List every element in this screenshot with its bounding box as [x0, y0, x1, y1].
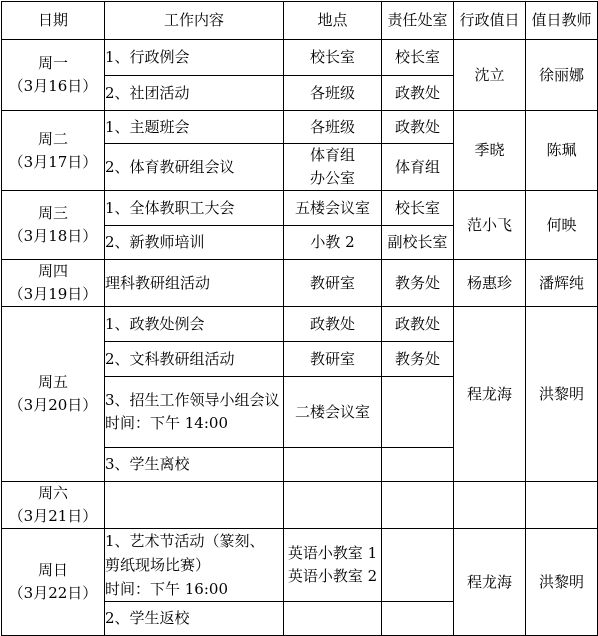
day-name: 周日: [37, 561, 68, 579]
teacher-duty-cell: 何映: [526, 191, 598, 260]
office-cell: 体育组: [382, 144, 454, 191]
day-cell-thursday: [2, 260, 105, 307]
teacher-duty-cell: 陈珮: [526, 111, 598, 191]
admin-duty-cell: 杨惠珍: [454, 260, 526, 307]
admin-duty-cell: 范小飞: [454, 191, 526, 260]
day-date: （3月21日）: [8, 507, 98, 525]
day-name: 周五: [37, 373, 68, 391]
teacher-duty-cell: 洪黎明: [526, 307, 598, 482]
day-name: 周一: [37, 54, 68, 72]
day-name: 周四: [37, 262, 68, 280]
office-cell: [382, 448, 454, 482]
location-cell: 校长室: [284, 40, 382, 76]
content-cell: 1、主题班会: [105, 111, 284, 144]
header-office: 责任处室: [382, 2, 454, 40]
teacher-duty-cell: 洪黎明: [526, 529, 598, 636]
content-cell: 2、文科教研组活动: [105, 342, 284, 377]
day-name: 周二: [37, 129, 68, 148]
location-cell: 英语小教室 1 英语小教室 2: [284, 529, 382, 602]
table-row: [2, 482, 598, 529]
content-cell: 3、学生离校: [105, 448, 284, 482]
location-cell: 小教 2: [284, 226, 382, 260]
location-cell: 各班级: [284, 111, 382, 144]
content-cell: 1、艺术节活动（篆刻、 剪纸现场比赛） 时间：下午 16:00: [105, 529, 284, 602]
header-row: [2, 2, 598, 40]
weekly-schedule-table: [1, 1, 598, 636]
content-cell: 2、新教师培训: [105, 226, 284, 260]
table-row: [2, 191, 598, 226]
admin-duty-cell: 季晓: [454, 111, 526, 191]
day-cell-wednesday: [2, 191, 105, 260]
table-row: [2, 260, 598, 307]
content-cell: 理科教研组活动: [105, 260, 284, 307]
content-cell: 3、招生工作领导小组会议 时间：下午 14:00: [105, 377, 284, 448]
location-cell: [284, 602, 382, 636]
office-cell: [382, 602, 454, 636]
day-name: 周六: [37, 484, 68, 502]
location-cell: 政教处: [284, 307, 382, 342]
location-cell: 五楼会议室: [284, 191, 382, 226]
office-cell: 政教处: [382, 76, 454, 111]
day-cell-friday: [2, 307, 105, 482]
teacher-duty-cell: [526, 482, 598, 529]
office-cell: [382, 482, 454, 529]
content-cell: 1、政教处例会: [105, 307, 284, 342]
content-cell: 2、体育教研组会议: [105, 144, 284, 191]
admin-duty-cell: 程龙海: [454, 529, 526, 636]
location-cell: 各班级: [284, 76, 382, 111]
teacher-duty-cell: 徐丽娜: [526, 40, 598, 111]
table-row: [2, 529, 598, 602]
teacher-duty-cell: 潘辉纯: [526, 260, 598, 307]
location-cell: 二楼会议室: [284, 377, 382, 448]
day-date: （3月22日）: [8, 584, 98, 602]
office-cell: 教务处: [382, 260, 454, 307]
table-row: [2, 111, 598, 144]
content-cell: [105, 482, 284, 529]
office-cell: 副校长室: [382, 226, 454, 260]
content-cell: 1、行政例会: [105, 40, 284, 76]
content-cell: 2、学生返校: [105, 602, 284, 636]
location-cell: 教研室: [284, 260, 382, 307]
location-cell: [284, 448, 382, 482]
day-date: （3月18日）: [8, 227, 98, 245]
office-cell: 政教处: [382, 111, 454, 144]
admin-duty-cell: 沈立: [454, 40, 526, 111]
office-cell: 教务处: [382, 342, 454, 377]
header-date: 日期: [2, 2, 105, 40]
office-cell: [382, 529, 454, 602]
header-admin-duty: 行政值日: [454, 2, 526, 40]
content-cell: 2、社团活动: [105, 76, 284, 111]
location-cell: [284, 482, 382, 529]
day-date: （3月19日）: [8, 285, 98, 303]
day-cell-tuesday: [2, 111, 105, 191]
office-cell: 校长室: [382, 191, 454, 226]
header-content: 工作内容: [105, 2, 284, 40]
header-location: 地点: [284, 2, 382, 40]
day-date: （3月17日）: [8, 152, 98, 171]
day-cell-monday: [2, 40, 105, 111]
day-date: （3月20日）: [8, 396, 98, 414]
table-row: [2, 40, 598, 76]
admin-duty-cell: 程龙海: [454, 307, 526, 482]
admin-duty-cell: [454, 482, 526, 529]
office-cell: 政教处: [382, 307, 454, 342]
location-cell: 体育组 办公室: [284, 144, 382, 191]
office-cell: 校长室: [382, 40, 454, 76]
day-cell-sunday: [2, 529, 105, 636]
location-cell: 教研室: [284, 342, 382, 377]
table-row: [2, 307, 598, 342]
office-cell: [382, 377, 454, 448]
content-cell: 1、全体教职工大会: [105, 191, 284, 226]
day-name: 周三: [37, 204, 68, 222]
day-cell-saturday: [2, 482, 105, 529]
day-date: （3月16日）: [8, 77, 98, 95]
header-teacher-duty: 值日教师: [526, 2, 598, 40]
